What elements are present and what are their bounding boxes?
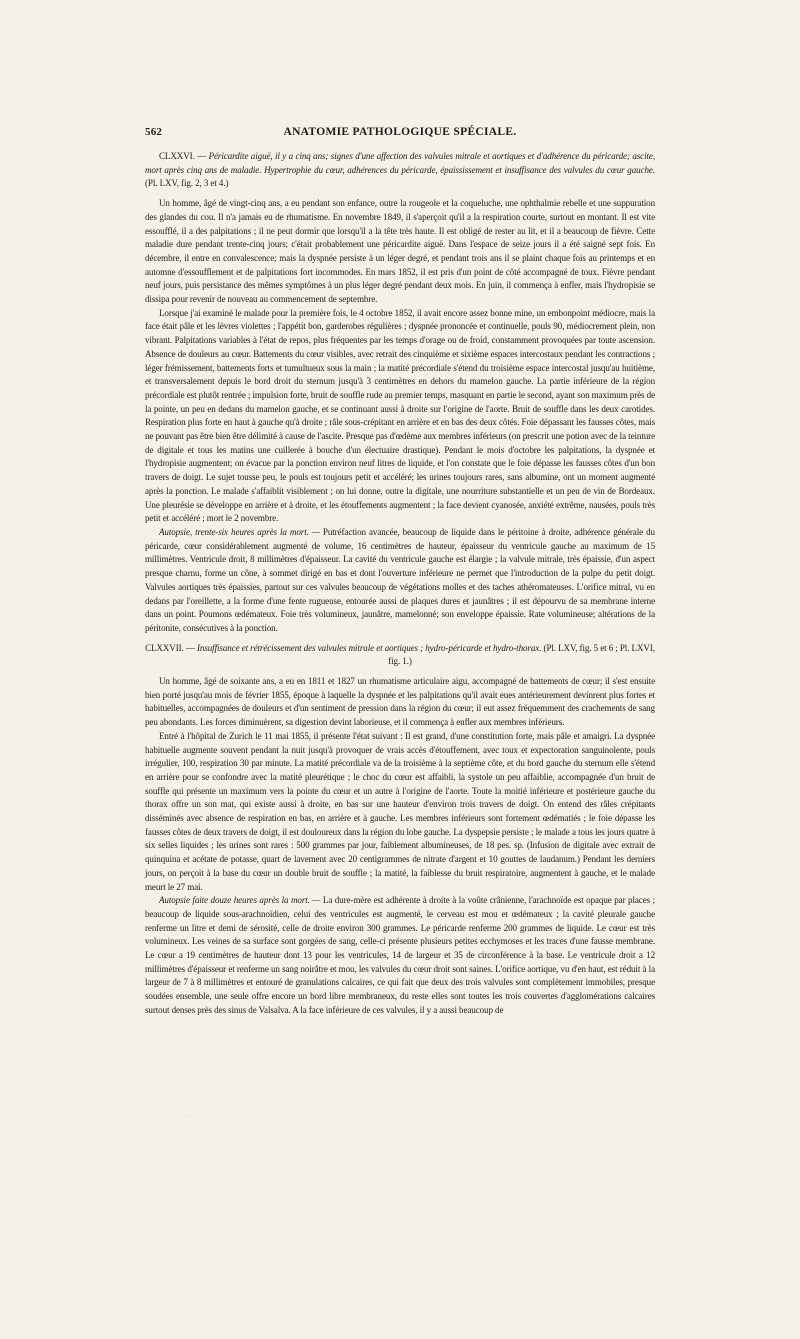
autopsy-label: Autopsie faite douze heures après la mort. — xyxy=(159,895,321,906)
plate-reference: (Pl. LXV, fig. 2, 3 et 4.) xyxy=(145,178,229,189)
case-number: CLXXVI. — xyxy=(159,151,207,161)
case-paragraph: Un homme, âgé de soixante ans, a eu en 1811 et 1827 un rhumatisme articulaire aigu, accompagné de battements de cœur; il s'est ensuite bien porté jusqu'au mois de février 1855, époque à laquelle la dyspnée et les palpitations qu'il avait eues antérieurement devinrent plus fortes et habituelles, accompagnées de douleurs et d'un sentiment de pression dans la région du cœur; il eut assez fréquemment des crachements de sang peu abondants. Les forces diminuèrent, sa digestion devint laborieuse, et il commença à enfler aux membres inférieurs. xyxy=(145,676,655,728)
autopsy-paragraph xyxy=(145,526,655,636)
autopsy-text: La dure-mère est adhérente à droite à la voûte crânienne, l'arachnoïde est opaque par places ; beaucoup de liquide sous-arachnoïdien, celui des ventricules est augmenté, le cerveau est mou et œdémateux ; la cavité pleurale gauche renferme un litre et demi de sérosité, celle de droite environ 300 grammes. Le péricarde renferme 200 grammes de liquide. Le cœur est très volumineux. Les veines de sa surface sont gorgées de sang, celle-ci présente plusieurs petites ecchymoses et les traces d'une fausse membrane. Le cœur a 19 centimètres de hauteur dont 13 pour les ventricules, 14 de largeur et 35 de circonférence à la base. Le ventricule droit a 12 millimètres d'épaisseur et renferme un sang noirâtre et mou, les valvules du cœur droit sont saines. L'orifice aortique, vu d'en haut, est réduit à la largeur de 7 à 8 millimètres et entouré de granulations calcaires, ce qui fait que deux des trois valvules sont complètement immobiles, presque soudées ensemble, une seule offre encore un bord libre membraneux, du reste elles sont toutes les trois couvertes d'agglomérations calcaires surtout denses près des sinus de Valsalva. A la face inférieure de ces valvules, il y a aussi beaucoup de xyxy=(145,895,656,1015)
case-paragraph: Entré à l'hôpital de Zurich le 11 mai 1855, il présente l'état suivant : Il est grand, d'une constitution forte, mais pâle et amaigri. La dyspnée habituelle augmente souvent pendant la nuit jusqu'à provoquer de vrais accès d'étouffement, avec toux et expectoration sanguinolente, pouls irrégulier, 100, respiration 30 par minute. La matité précordiale va de la troisième à la septième côte, et du bord gauche du sternum elle s'étend en arrière pour se confondre avec la matité pleurétique ; le choc du cœur est affaibli, la systole un peu affaiblie, accompagnée d'un bruit de souffle qui présente un maximum vers la pointe du cœur et un autre à l'origine de l'aorte. Toute la moitié inférieure et postérieure gauche du thorax offre un son mat, qui existe aussi à droite, en bas sur une hauteur d'environ trois travers de doigt. On entend des râles crépitants disséminés avec absence de respiration en bas, en arrière et à gauche. Les membres inférieurs sont fortement œdématiés ; le foie dépasse les fausses côtes de deux travers de doigt, il est douloureux dans la région du lobe gauche. La dyspepsie persiste ; le malade a tous les jours quatre à six selles liquides ; les urines sont rares : 500 grammes par jour, faiblement albumineuses, de 18 pes. sp. (Infusion de digitale avec extrait de quinquina et acétate de potasse, quart de lavement avec 20 centigrammes de nitrate d'argent et 10 gouttes de laudanum.) Pendant les derniers jours, on perçoit à la base du cœur un double bruit de souffle ; la matité, la faiblesse du bruit respiratoire, augmentent à gauche, et le malade meurt le 27 mai. xyxy=(145,730,655,892)
case-paragraph: Lorsque j'ai examiné le malade pour la première fois, le 4 octobre 1852, il avait encore assez bonne mine, un embonpoint médiocre, mais la face était pâle et les lèvres violettes ; l'appétit bon, garderobes régulières ; dyspnée prononcée et continuelle, pouls 90, médiocrement plein, non vibrant. Palpitations variables à l'état de repos, plus fréquentes par les temps d'orage ou de froid, constamment provoquées par toute ascension. Absence de douleurs au cœur. Battements du cœur visibles, avec retrait des cinquième et sixième espaces intercostaux pendant les contractions ; léger frémissement, battements forts et tumultueux sous la main ; la matité précordiale s'étend du troisième espace intercostal jusqu'au huitième, et transversalement depuis le bord droit du sternum jusqu'à 3 centimètres en dehors du mamelon gauche. La partie inférieure de la région précordiale est plutôt rentrée ; impulsion forte, bruit de souffle rude au premier temps, masquant en partie le second, ayant son maximum près de la pointe, un peu en dedans du mamelon gauche, et se continuant aussi à droite sur l'origine de l'aorte. Bruit de souffle dans les deux carotides. Respiration plus forte en haut à gauche qu'à droite ; râle sous-crépitant en arrière et en bas des deux côtés. Foie dépassant les fausses côtes, mais ne pouvant pas être bien être délimité à cause de l'ascite. Presque pas d'œdème aux membres inférieurs (on prescrit une potion avec de la teinture de digitale et tous les matins une cuillerée à bouche d'un électuaire drastique). Pendant le mois d'octobre les palpitations, la dyspnée et l'hydropisie augmentent; on évacue par la ponction environ neuf litres de liquide, et l'on constate que le foie dépasse les fausses côtes d'un bon travers de doigt. Le sujet tousse peu, le pouls est toujours petit et accéléré; les urines toujours rares, sans albumine, ont un moment augmenté après la ponction. Le malade s'affaiblit visiblement ; on lui donne, outre la digitale, une nourriture substantielle et un peu de vin de Bordeaux. Une pleurésie se développe en arrière et à droite, et les étouffements augmentent ; la face devient cyanosée, anxiété extrême, nausées, pouls très petit et accéléré ; mort le 2 novembre. xyxy=(145,307,655,524)
page-number: 562 xyxy=(145,126,163,138)
case-paragraph: Un homme, âgé de vingt-cinq ans, a eu pendant son enfance, outre la rougeole et la coqueluche, une ophthalmie rebelle et une suppuration des glandes du cou. Il n'a jamais eu de rhumatisme. En novembre 1849, il s'aperçoit qu'il a la respiration courte, surtout en montant. Il est vite essoufflé, il a des palpitations ; il ne peut dormir que lorsqu'il a la tête très haute. Il est obligé de rester au lit, et il a beaucoup de fièvre. Cette maladie dure pendant trente-cinq jours; c'était probablement une péricardite aiguë. Dans l'espace de seize jours il a été saigné sept fois. En décembre, il entre en convalescence; mais la dyspnée persiste à un léger degré, et pendant trois ans il se plaint chaque fois au printemps et en automne d'essoufflement et de palpitations fort incommodes. En mars 1852, il est pris d'un point de côté accompagné de toux. Fièvre pendant neuf jours, puis persistance des mêmes symptômes à un plus léger degré pendant deux mois. En juin, il commença à enfler, mais l'hydropisie se dissipa pour revenir de nouveau au commencement de septembre. xyxy=(145,198,655,305)
autopsy-label: Autopsie, trente-six heures après la mort. — xyxy=(159,526,320,537)
case-title: Péricardite aiguë, il y a cinq ans; signes d'une affection des valvules mitrale et aortiques et d'adhérence du péricarde; ascite, mort après cinq ans de maladie. Hypertrophie du cœur, adhérences du péricarde, épaississement et insuffisance des valvules du cœur gauche. xyxy=(145,151,655,175)
page-header xyxy=(145,126,655,142)
autopsy-text: Putréfaction avancée, beaucoup de liquide dans le péritoine à droite, adhérence générale du péricarde, cœur considérablement augmenté de volume, 16 centimètres de hauteur, épaisseur du ventricule gauche au maximum de 15 millimètres. Ventricule droit, 8 millimètres d'épaisseur. La cavité du ventricule gauche est élargie ; la valvule mitrale, très épaissie, d'un aspect presque charnu, forme un cône, à sommet dirigé en bas et dont l'ouverture inférieure ne permet que l'introduction de la pulpe du petit doigt. Valvules aortiques très épaissies, partout sur ces valvules beaucoup de végétations molles et des taches athéromateuses. L'orifice mitral, vu en dedans par l'oreillette, a la forme d'une fente rugueuse, entourée aussi de plaques dures et jaunâtres ; il est dépourvu de sa membrane interne dans un point. Poumons œdémateux. Foie très volumineux, jaunâtre, mamelonné; son enveloppe épaissie. Rate volumineuse; altérations de la péritonite, consécutives à la ponction. xyxy=(145,526,655,633)
case-number: CLXXVII. — xyxy=(145,642,195,653)
case-heading-177 xyxy=(145,642,655,669)
body-text xyxy=(145,150,655,1018)
case-heading-176 xyxy=(145,150,655,191)
running-title: ANATOMIE PATHOLOGIQUE SPÉCIALE. xyxy=(283,126,517,138)
case-title: Insuffisance et rétrécissement des valvules mitrale et aortiques ; hydro-péricarde et hydro-thorax. xyxy=(197,642,542,653)
page-stain-mark: · · xyxy=(183,1113,190,1121)
autopsy-paragraph xyxy=(145,894,655,1017)
plate-reference: (Pl. LXV, fig. 5 et 6 ; Pl. LXVI, fig. 1.) xyxy=(388,642,655,667)
